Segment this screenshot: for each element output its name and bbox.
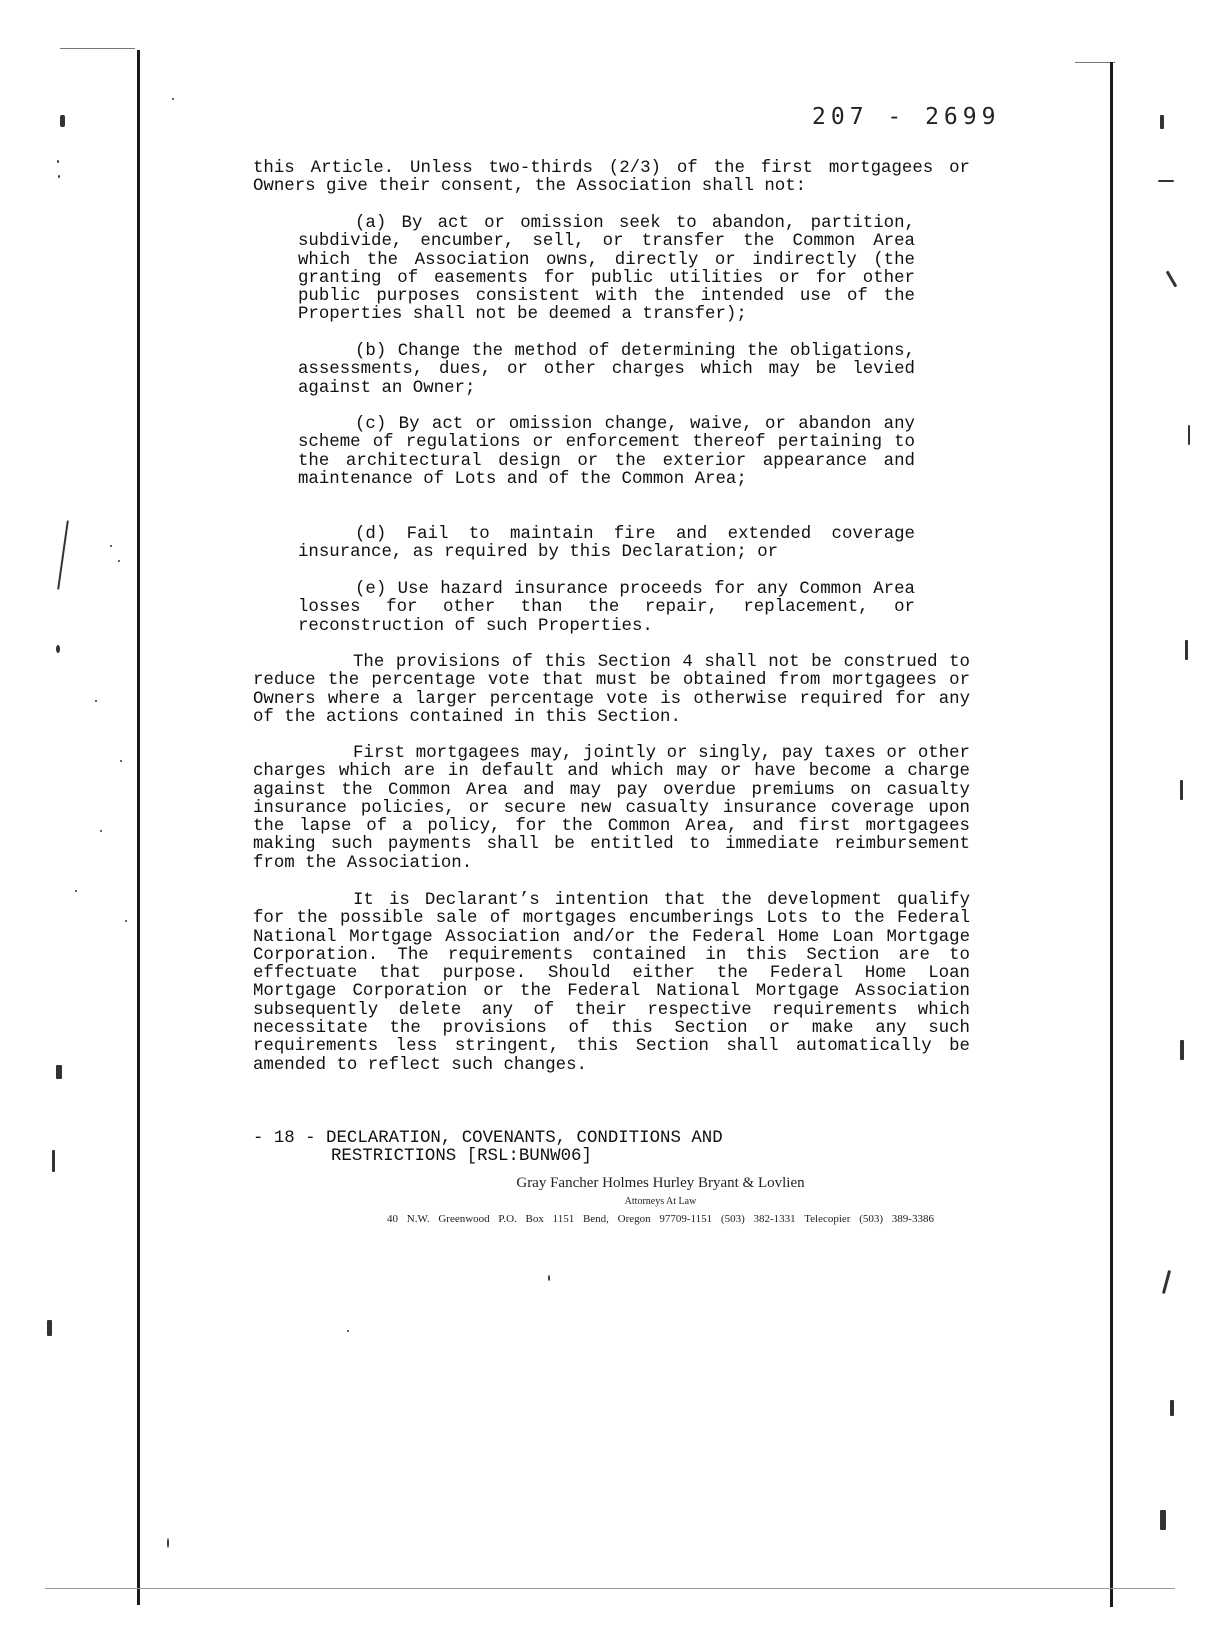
paragraph-declarant-intention: It is Declarant’s intention that the development qualify for the possible sale of mortgages encumberings Lots to the Federal National Mortgage Association and/or the Federal Home Loan Mortgage Corporation. The requirements contained in this Section are to effectuate that purpose. Should either the Federal Home Loan Mortgage Corporation or the Federal National Mortgage Association subsequently delete any of their respective requirements which necessitate the provisions of this Section or make any such requirements less stringent, this Section shall automatically be amended to reflect such changes.	[253, 891, 970, 1075]
list-item-e: (e) Use hazard insurance proceeds for any Common Area losses for other than the repair, replacement, or reconstruction of such Properties.	[298, 580, 915, 636]
scan-edge-bottom	[45, 1588, 1175, 1589]
page-footer-label	[253, 1130, 723, 1167]
scan-edge-top-right	[1075, 62, 1115, 63]
list-item-b: (b) Change the method of determining the obligations, assessments, dues, or other charges which may be levied against an Owner;	[298, 342, 915, 398]
footer-label-line1: - 18 - DECLARATION, COVENANTS, CONDITIONS AND	[253, 1129, 723, 1148]
paragraph-first-mortgagees: First mortgagees may, jointly or singly, pay taxes or other charges which are in default and which may or have become a charge against the Common Area and may pay overdue premiums on casualty insurance policies, or secure new casualty insurance coverage upon the lapse of a policy, for the Common Area, and first mortgagees making such payments shall be entitled to immediate reimbursement from the Association.	[253, 744, 970, 873]
scan-border-left	[137, 50, 140, 1605]
list-item-a: (a) By act or omission seek to abandon, partition, subdivide, encumber, sell, or transfer the Common Area which the Association owns, directly or indirectly (the granting of easements for public utilities or for other public purposes consistent with the intended use of the Properties shall not be deemed a transfer);	[298, 214, 915, 325]
document-number: 207 - 2699	[812, 104, 1001, 130]
list-item-d: (d) Fail to maintain fire and extended coverage insurance, as required by this Declaration; or	[298, 525, 915, 563]
law-firm-name: Gray Fancher Holmes Hurley Bryant & Lovlien	[516, 1175, 805, 1191]
paragraph-provisions: The provisions of this Section 4 shall not be construed to reduce the percentage vote that must be obtained from mortgagees or Owners where a larger percentage vote is otherwise required for any of the actions contained in this Section.	[253, 653, 970, 727]
footer-label-line2: RESTRICTIONS [RSL:BUNW06]	[331, 1147, 592, 1167]
scan-border-right	[1110, 62, 1113, 1607]
law-firm-address: 40 N.W. Greenwood P.O. Box 1151 Bend, Oregon 97709-1151 (503) 382-1331 Telecopier (503) 389-3386	[387, 1213, 934, 1225]
scan-edge-top-left	[60, 48, 135, 49]
list-item-c: (c) By act or omission change, waive, or abandon any scheme of regulations or enforcement thereof pertaining to the architectural design or the exterior appearance and maintenance of Lots and of the Common Area;	[298, 415, 915, 489]
intro-paragraph: this Article. Unless two-thirds (2/3) of the first mortgagees or Owners give their consent, the Association shall not:	[253, 159, 970, 197]
law-firm-subtitle: Attorneys At Law	[624, 1196, 697, 1207]
